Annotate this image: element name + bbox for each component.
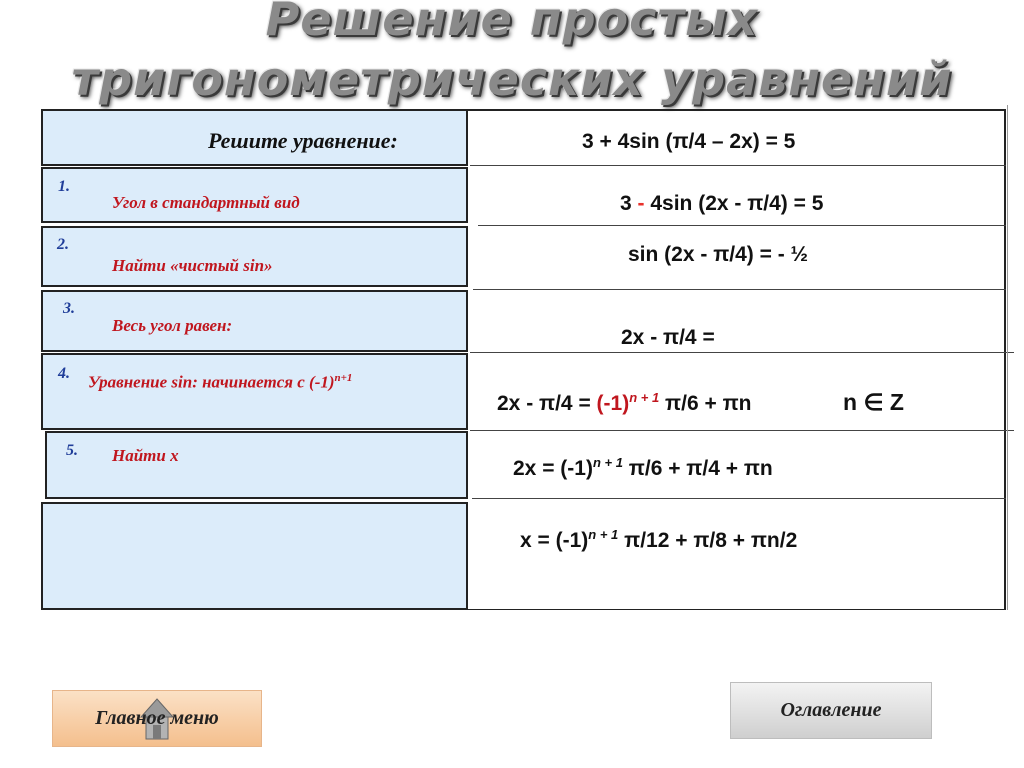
solution-line-6-b: π/12 + π/8 + πn/2 [618,529,798,552]
empty-cell [41,502,468,610]
step-cell-5 [45,431,468,499]
step-text-5: Найти x [112,446,179,465]
row-divider-3 [473,289,1006,290]
step-number-2: 2. [57,236,69,253]
step-text-4-sup: n+1 [334,372,353,384]
step-cell-3 [41,290,468,352]
contents-label: Оглавление [780,699,882,721]
row-divider-4 [470,352,1014,353]
solution-line-4-sup: n + 1 [629,390,660,405]
solution-line-5-sup: n + 1 [592,455,623,470]
solution-line-1-minus: - [637,192,645,215]
solution-line-2: sin (2x - π/4) = - ½ [628,243,809,266]
title-line-1: Решение простых [265,0,759,46]
step-text-2: Найти «чистый sin» [112,256,273,275]
solution-line-1-a: 3 [620,192,638,215]
solution-line-5-b: π/6 + π/4 + πn [622,457,773,480]
step-text-4-main: Уравнение sin: начинается с (-1) [88,372,335,392]
given-equation: 3 + 4sin (π/4 – 2x) = 5 [582,130,796,153]
solution-line-4-domain: n ∈ Z [843,389,904,415]
step-number-1: 1. [58,178,70,195]
title-line-2: тригонометрических уравнений [71,52,953,106]
solution-line-5 [513,455,773,481]
solution-line-4-b: π/6 + πn [659,392,752,415]
solution-line-3: 2x - π/4 = [621,326,715,349]
solution-line-5-a: 2x = (-1) [513,457,593,480]
solution-line-6-sup: n + 1 [588,527,619,542]
step-text-4 [88,372,352,393]
solution-line-1 [620,192,823,216]
solution-line-6 [520,527,797,553]
prompt-label: Решите уравнение: [208,128,398,153]
row-divider-2 [478,225,1006,226]
right-edge-line [1007,105,1008,610]
step-number-5: 5. [66,442,78,459]
step-text-3: Весь угол равен: [112,316,233,335]
solution-line-1-b: 4sin (2x - π/4) = 5 [644,192,824,215]
row-divider-5 [470,430,1014,431]
step-text-1: Угол в стандартный вид [112,193,300,212]
contents-button[interactable] [730,682,932,739]
row-divider-6 [472,498,1006,499]
solution-line-4 [497,390,751,416]
solution-line-6-a: x = (-1) [520,529,589,552]
main-menu-label: Главное меню [95,707,219,729]
solution-line-4-red: (-1) [596,392,630,415]
step-number-3: 3. [63,300,75,317]
row-divider-1 [470,165,1006,166]
step-number-4: 4. [58,365,70,382]
solution-line-4-a: 2x - π/4 = [497,392,597,415]
